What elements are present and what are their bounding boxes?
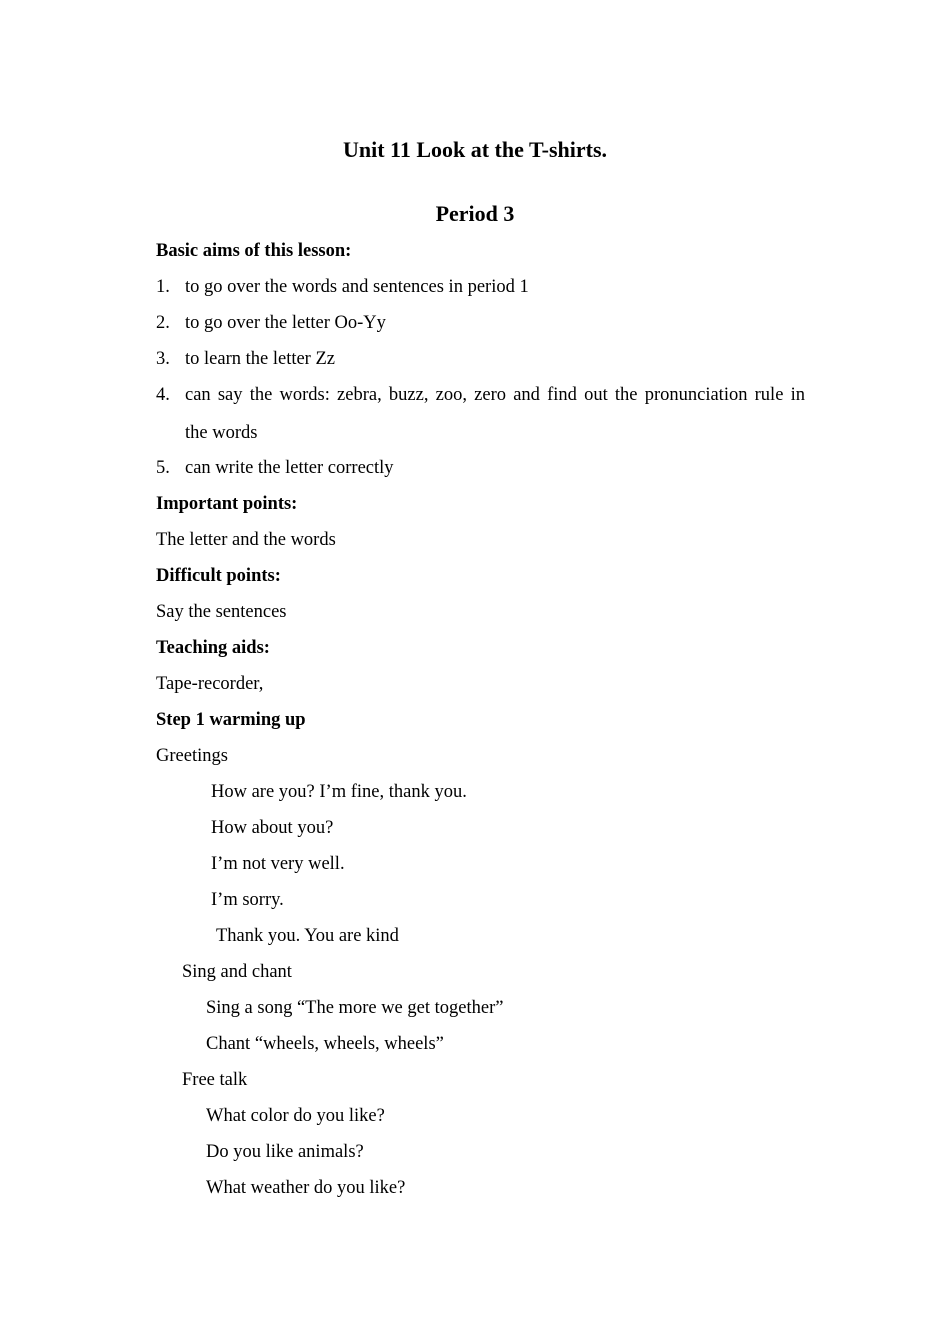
free-talk-line: Do you like animals? [206, 1142, 364, 1162]
document-title: Unit 11 Look at the T-shirts. [342, 137, 608, 162]
aim-text: to go over the words and sentences in period 1 [185, 277, 529, 297]
free-talk-line: What weather do you like? [206, 1178, 406, 1198]
sing-chant-line: Sing a song “The more we get together” [206, 998, 504, 1018]
aim-text: to learn the letter Zz [185, 349, 335, 369]
aim-number: 3. [156, 349, 170, 369]
aim-text: can write the letter correctly [185, 458, 394, 478]
aim-number: 4. [156, 385, 170, 405]
aim-number: 5. [156, 458, 170, 478]
period-subtitle: Period 3 [435, 201, 515, 226]
greeting-line: I’m sorry. [211, 890, 284, 910]
greeting-line: Thank you. You are kind [216, 926, 399, 946]
free-talk-label: Free talk [182, 1070, 248, 1090]
aims-heading: Basic aims of this lesson: [156, 241, 352, 261]
aim-text: can say the words: zebra, buzz, zoo, zero and find out the pronunciation rule in [185, 385, 805, 405]
difficult-points-heading: Difficult points: [156, 566, 281, 586]
important-points-heading: Important points: [156, 494, 298, 514]
important-points-text: The letter and the words [156, 530, 336, 550]
free-talk-line: What color do you like? [206, 1106, 385, 1126]
greeting-line: How about you? [211, 818, 334, 838]
sing-chant-label: Sing and chant [182, 962, 292, 982]
greetings-label: Greetings [156, 746, 228, 766]
teaching-aids-heading: Teaching aids: [156, 638, 270, 658]
teaching-aids-text: Tape-recorder, [156, 674, 264, 694]
difficult-points-text: Say the sentences [156, 602, 287, 622]
aim-number: 2. [156, 313, 170, 333]
step1-heading: Step 1 warming up [156, 710, 306, 730]
aim-number: 1. [156, 277, 170, 297]
sing-chant-line: Chant “wheels, wheels, wheels” [206, 1034, 444, 1054]
greeting-line: How are you? I’m fine, thank you. [211, 782, 467, 802]
aim-text: to go over the letter Oo-Yy [185, 313, 386, 333]
greeting-line: I’m not very well. [211, 854, 345, 874]
aim-text-continuation: the words [185, 423, 258, 443]
